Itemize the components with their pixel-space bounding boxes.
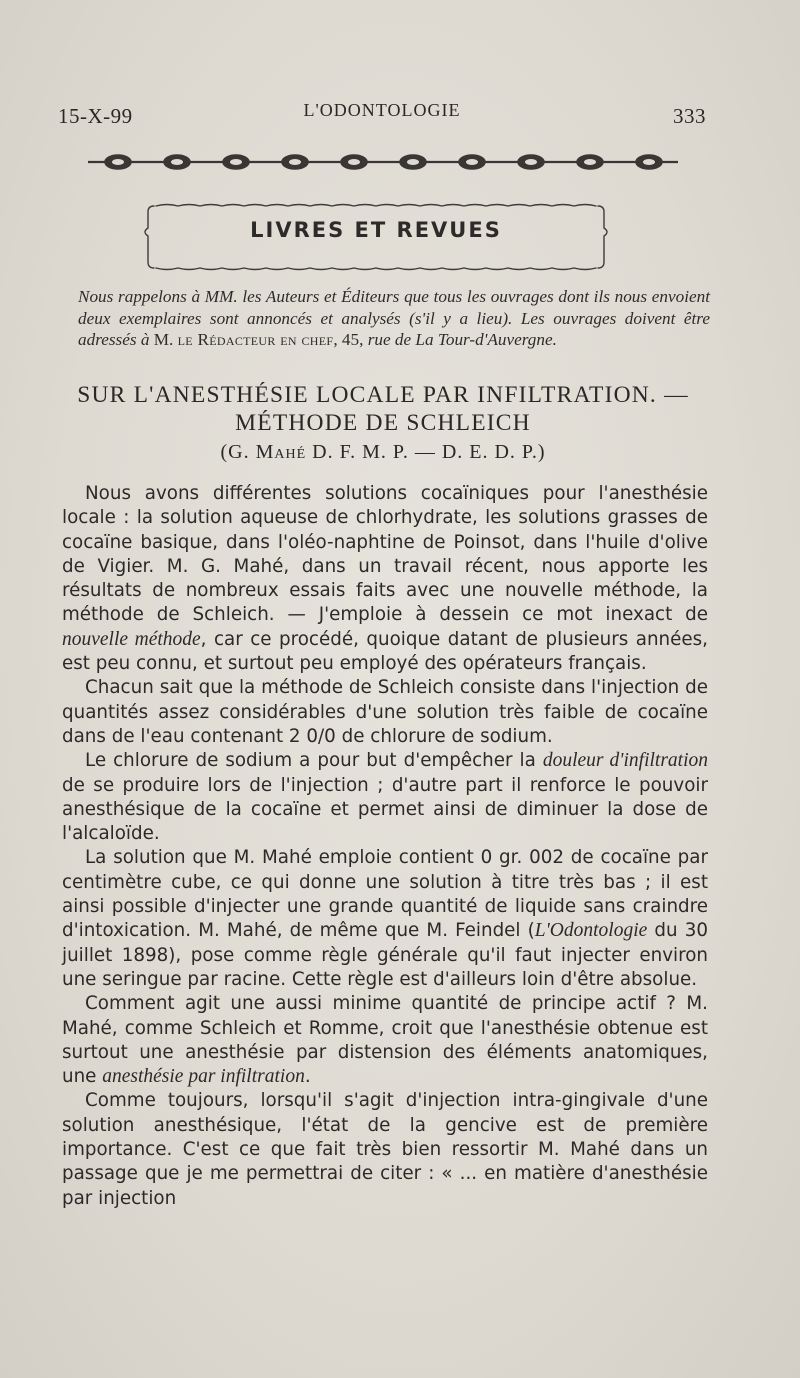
ornament-knot-hole (643, 159, 655, 165)
ornament-knot-hole (466, 159, 478, 165)
ornament-knot-hole (171, 159, 183, 165)
paragraph: Comme toujours, lorsqu'il s'agit d'injection intra-gingivale d'une solution anesthésique, l'état de la gencive est de première importance. C'est ce que fait très bien ressortir M. Mahé dans un passage que je me permettrai de citer : « ... en matière d'anesthésie par injection (62, 1090, 708, 1209)
paragraph-text: du 30 juillet 1898), pose comme règle générale qu'il faut injecter environ une seringue par racine. Cette règle est d'ailleurs loin d'être absolue. (62, 920, 708, 990)
paragraph-text: Le chlorure de sodium a pour but d'empêcher la (85, 750, 543, 772)
paragraph (62, 749, 708, 846)
emphasis: L'Odontologie (534, 920, 648, 942)
ornament-knot-hole (584, 159, 596, 165)
paragraph-text: Nous avons différentes solutions cocaïniques pour l'anesthésie locale : la solution aqueuse de chlorhydrate, les solutions grasses de cocaïne basique, dans l'oléo-naphtine de Poinsot, dans l'huile d'olive de Vigier. M. G. Mahé, dans un travail récent, nous apporte les résultats de nombreux essais faits avec une nouvelle méthode, la méthode de Schleich. — J'emploie à dessein ce mot inexact de (62, 483, 708, 626)
article-byline (60, 441, 706, 464)
issue-date: 15-X-99 (58, 104, 133, 128)
ornamental-rule (88, 150, 678, 172)
paragraph-text: de se produire lors de l'injection ; d'autre part il renforce le pouvoir anesthésique de la cocaïne et permet ainsi de diminuer la dose de l'alcaloïde. (62, 774, 708, 845)
notice-editor: le Rédacteur en chef (177, 330, 334, 349)
paragraph-text: Comment agit une aussi minime quantité de principe actif ? M. Mahé, comme Schleich et Romme, croit que l'anesthésie obtenue est surtout une anesthésie par distension des éléments anatomiques, une (62, 993, 708, 1088)
notice-text-mm: M. (153, 330, 178, 349)
paragraph (62, 846, 708, 992)
byline-open: (G. (220, 441, 256, 463)
emphasis: nouvelle méthode (62, 628, 201, 650)
notice-address: rue de La Tour-d'Auvergne. (367, 330, 557, 349)
paragraph-text: . (304, 1066, 311, 1088)
article-title-line-2: MÉTHODE DE SCHLEICH (235, 410, 531, 436)
notice-text: Nous rappelons à MM. les Auteurs et Éditeurs que tous les ouvrages dont ils nous envoient deux exemplaires sont annoncés et analysés (s'il y a lieu). Les ouvrages doivent être adressés à (78, 287, 710, 349)
byline-degrees: D. F. M. P. — D. E. D. P.) (306, 441, 546, 463)
ornament-knot-hole (112, 159, 124, 165)
ornament-knot-hole (230, 159, 242, 165)
ornament-knot-hole (289, 159, 301, 165)
article-title (60, 381, 706, 437)
emphasis: douleur d'infiltration (542, 750, 708, 772)
paragraph: Chacun sait que la méthode de Schleich consiste dans l'injection de quantités assez considérables d'une solution très faible de cocaïne dans de l'eau contenant 2 0/0 de chlorure de sodium. (62, 677, 708, 747)
journal-title: L'ODONTOLOGIE (303, 100, 461, 120)
ornament-knot-hole (348, 159, 360, 165)
running-head (58, 100, 706, 132)
ornament-knot-hole (407, 159, 419, 165)
notice-number: , 45, (333, 330, 368, 349)
editorial-notice (78, 286, 710, 351)
ornament-knot-hole (525, 159, 537, 165)
section-frame (140, 198, 612, 276)
article-body (62, 482, 708, 1211)
byline-author: Mahé (255, 441, 307, 463)
emphasis: anesthésie par infiltration (102, 1066, 305, 1088)
paragraph-text: La solution que M. Mahé emploie contient 0 gr. 002 de cocaïne par centimètre cube, ce qui donne une solution à titre très bas ; il est ainsi possible d'injecter une grande quantité de liquide sans craindre d'intoxication. M. Mahé, de même que M. Feindel ( (62, 847, 708, 942)
paragraph-text: , car ce procédé, quoique datant de plusieurs années, est peu connu, et surtout peu employé des opérateurs français. (62, 628, 708, 675)
article-title-line-1: SUR L'ANESTHÉSIE LOCALE PAR INFILTRATION. — (77, 382, 689, 408)
section-title: LIVRES ET REVUES (250, 218, 502, 242)
paragraph (62, 992, 708, 1089)
paragraph (62, 482, 708, 676)
page-number: 333 (673, 104, 706, 128)
